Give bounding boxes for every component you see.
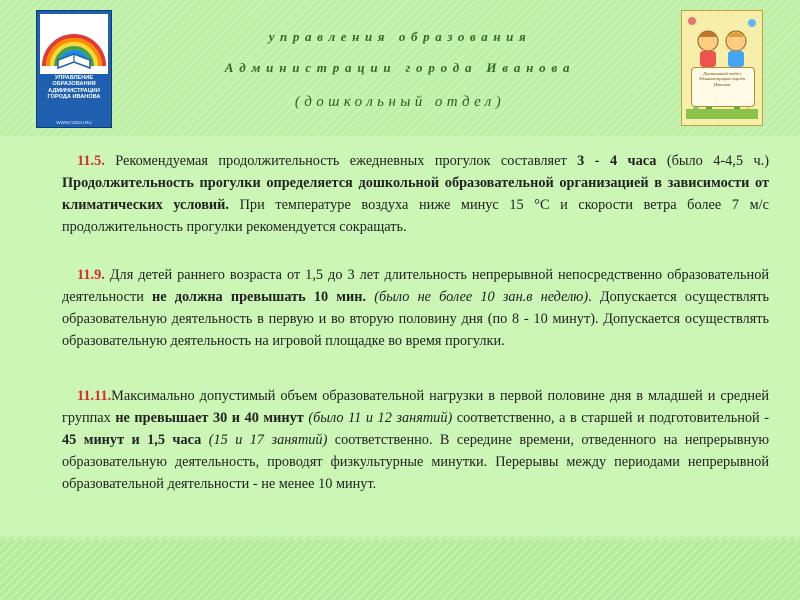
text-run: (было 4-4,5 ч.) [656, 153, 770, 169]
header [0, 0, 800, 136]
rainbow-book-icon [40, 14, 108, 74]
text-run: Рекомендуемая продолжительность ежедневных прогулок составляет [104, 153, 578, 169]
logo-caption: УПРАВЛЕНИЕ ОБРАЗОВАНИЯ АДМИНИСТРАЦИИ ГОРОДА ИВАНОВА [47, 75, 101, 101]
emblem-text: Дошкольный отдел Администрации города Иванова [698, 71, 746, 87]
section-number: 11.9. [77, 267, 105, 283]
italic-run: (15 и 17 занятий) [208, 432, 328, 448]
education-department-logo [36, 10, 112, 128]
text-run: Максимально допустимый объем образовательной нагрузки в первой половине дня в младшей и средней группах [62, 388, 769, 426]
text-run: Для детей раннего возраста от 1,5 до 3 лет длительность непрерывной непосредственно образовательной деятельности [62, 267, 769, 305]
paragraph-11-11 [62, 385, 769, 495]
bold-run: не превышает 30 и 40 минут [115, 410, 304, 426]
preschool-department-emblem [681, 10, 763, 126]
logo-url: WWW.IVEDU.RU [56, 120, 92, 125]
text-run [201, 432, 208, 448]
section-number: 11.11. [77, 388, 112, 404]
bold-run: 45 минут и 1,5 часа [62, 432, 202, 448]
paragraph-11-9 [62, 264, 769, 352]
text-run: При температуре воздуха ниже минус 15 °С и скорости ветра более 7 м/с продолжительность прогулки рекомендуется сокращать. [62, 197, 769, 235]
bold-run: 3 - 4 часа [577, 153, 657, 169]
text-run: соответственно, а в старшей и подготовительной - [452, 410, 769, 426]
text-run: соответственно. В середине времени, отведенного на непрерывную образовательную деятельность, проводят физкультурные минутки. Перерывы между периодами непрерывной образовательной деятельности - не менее 10 минут. [62, 432, 770, 492]
section-number: 11.5. [77, 153, 105, 169]
title-line-2: Администрации города Иванова [224, 60, 576, 75]
paragraph-11-5 [62, 150, 769, 238]
text-run: . Допускается осуществлять образовательную деятельность в первую и во вторую половину дня (по 8 - 10 минут). Допускается осуществлять образовательную деятельность на игровой площадке во время прогулки. [62, 289, 769, 349]
italic-run: (было не более 10 зан.в неделю) [374, 289, 589, 305]
bold-run: не должна превышать 10 мин. [152, 289, 367, 305]
italic-run: (было 11 и 12 занятий) [308, 410, 453, 426]
footer-band [0, 540, 800, 600]
title-line-1: управления образования [268, 29, 532, 44]
bold-run: Продолжительность прогулки определяется дошкольной образовательной организацией в зависимости от климатических условий. [62, 175, 769, 213]
title-line-3: (дошкольный отдел) [294, 94, 506, 110]
